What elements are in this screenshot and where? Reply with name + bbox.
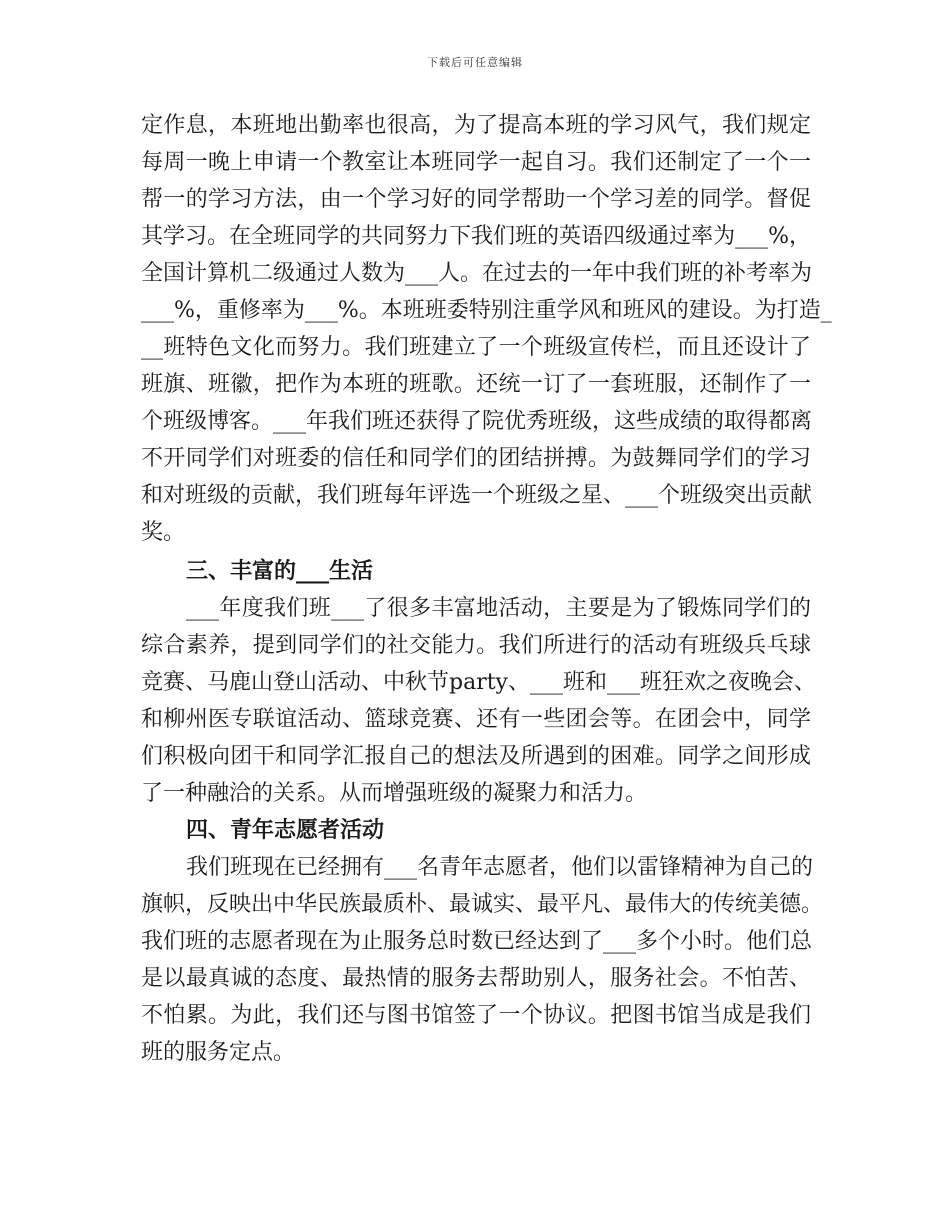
paragraph-line: 们积极向团干和同学汇报自己的想法及所遇到的困难。同学之间形成 <box>141 744 811 769</box>
paragraph-line: 每周一晚上申请一个教室让本班同学一起自习。我们还制定了一个一 <box>141 150 811 175</box>
section-heading: 四、青年志愿者活动 <box>186 817 385 843</box>
section-heading: 三、丰富的___生活 <box>186 558 374 584</box>
paragraph-line: 和对班级的贡献，我们班每年评选一个班级之星、___个班级突出贡献 <box>141 483 813 508</box>
paragraph-line: 帮一的学习方法，由一个学习好的同学帮助一个学习差的同学。督促 <box>141 187 811 212</box>
paragraph-line: 了一种融洽的关系。从而增强班级的凝聚力和活力。 <box>141 781 648 806</box>
paragraph-line: 定作息，本班地出勤率也很高，为了提高本班的学习风气，我们规定 <box>141 113 811 138</box>
paragraph-line: 班的服务定点。 <box>141 1040 296 1065</box>
paragraph-line: 不开同学们对班委的信任和同学们的团结拼搏。为鼓舞同学们的学习 <box>141 446 811 471</box>
paragraph-line: 奖。 <box>141 520 186 545</box>
paragraph-line: 其学习。在全班同学的共同努力下我们班的英语四级通过率为___%， <box>141 224 811 249</box>
paragraph-line: 全国计算机二级通过人数为___人。在过去的一年中我们班的补考率为 <box>141 261 813 286</box>
page-header: 下载后可任意编辑 <box>427 56 523 69</box>
paragraph-line: 综合素养，提到同学们的社交能力。我们所进行的活动有班级兵乓球 <box>141 633 811 658</box>
paragraph-line: 是以最真诚的态度、最热情的服务去帮助别人，服务社会。不怕苦、 <box>141 966 811 991</box>
paragraph-line: 旗帜，反映出中华民族最质朴、最诚实、最平凡、最伟大的传统美德。 <box>141 892 824 917</box>
paragraph-line: ___年度我们班___了很多丰富地活动，主要是为了锻炼同学们的 <box>186 596 811 621</box>
paragraph-line: 我们班的志愿者现在为止服务总时数已经达到了___多个小时。他们总 <box>141 929 813 954</box>
paragraph-line: ___%，重修率为___%。本班班委特别注重学风和班风的建设。为打造_ <box>141 298 832 323</box>
paragraph-line: __班特色文化而努力。我们班建立了一个班级宣传栏，而且还设计了 <box>141 335 811 360</box>
paragraph-line: 竞赛、马鹿山登山活动、中秋节party、___班和___班狂欢之夜晚会、 <box>141 670 816 695</box>
paragraph-line: 班旗、班徽，把作为本班的班歌。还统一订了一套班服，还制作了一 <box>141 372 811 397</box>
paragraph-line: 个班级博客。___年我们班还获得了院优秀班级，这些成绩的取得都离 <box>141 409 813 434</box>
paragraph-line: 我们班现在已经拥有___名青年志愿者，他们以雷锋精神为自己的 <box>186 855 814 880</box>
paragraph-line: 和柳州医专联谊活动、篮球竞赛、还有一些团会等。在团会中，同学 <box>141 707 811 732</box>
paragraph-line: 不怕累。为此，我们还与图书馆签了一个协议。把图书馆当成是我们 <box>141 1003 811 1028</box>
